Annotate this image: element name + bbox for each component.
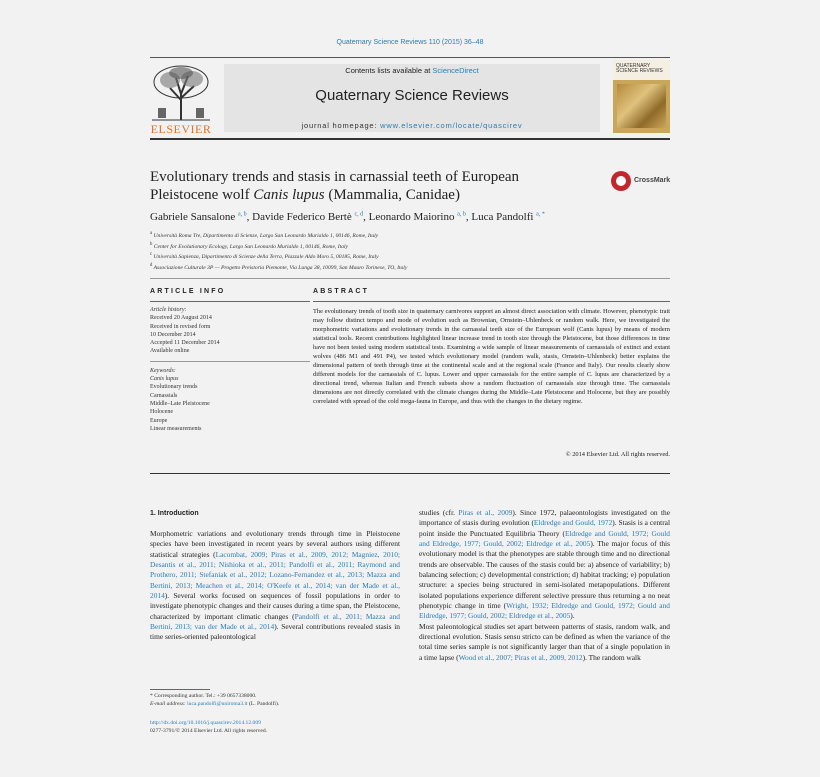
title-line-2-post: (Mammalia, Canidae): [324, 187, 460, 203]
cover-image: [617, 84, 666, 128]
article-info-rule: [150, 301, 310, 302]
affiliation-item: $^b$ Center for Evolutionary Ecology, Largo San Leonardo Murialdo 1, 00146, Rome, Italy: [150, 241, 348, 250]
body-text: Morphometric variations and evolutionary trends through time in Pleistocene species have been investigated in recent years by several authors using different statistical strategies (: [150, 529, 400, 559]
abstract-rule: [313, 301, 670, 302]
history-item: Available online: [150, 348, 190, 355]
intro-right-column: [419, 508, 670, 663]
journal-homepage-line: [224, 121, 600, 130]
history-label: Article history:: [150, 307, 187, 313]
email-label: E-mail address:: [150, 701, 188, 707]
title-line-2-pre: Pleistocene wolf: [150, 187, 254, 203]
citation-link[interactable]: Eldredge and Gould, 1972: [533, 518, 613, 528]
body-text: ). Several works focused on sequences of fossil populations in order to investigate phenotypic changes and their causes during a time span, the Pleistocene, characterized by important climatic changes (: [150, 591, 400, 621]
affiliations: [150, 230, 670, 273]
corresponding-author: * Corresponding author. Tel.: +39 0657338000.: [150, 693, 257, 699]
citation-link[interactable]: Eldredge and Gould, 1972; Gould and Eldredge, 1977; Gould, 2002; Eldredge et al., 2005: [419, 528, 670, 549]
intro-left-column: [150, 529, 400, 643]
paragraph: [419, 508, 670, 622]
homepage-prefix: journal homepage:: [301, 121, 381, 130]
author-name[interactable]: Leonardo Maiorino: [368, 211, 455, 223]
email-line: [150, 700, 400, 708]
article-info-heading: ARTICLE INFO: [150, 288, 226, 295]
keywords-rule: [150, 361, 310, 362]
body-text: ). Several contributions revealed stasis in time series-oriented paleontological: [150, 622, 400, 642]
doi-block: [150, 719, 410, 735]
homepage-link[interactable]: www.elsevier.com/locate/quascirev: [380, 121, 523, 130]
email-suffix: (L. Pandolfi).: [247, 701, 280, 707]
body-text: ). Since 1972, palaeontologists investigated on the importance of stasis during evolution (: [419, 508, 670, 528]
author-list: Gabriele Sansalone $^{a, b}$, Davide Federico Bertè $^{c, d}$, Leonardo Maiorino $^{a, b}$, Luca Pandolfi $^{a, *}$: [150, 211, 545, 223]
keyword: Carnassials: [150, 392, 178, 399]
author-name[interactable]: Luca Pandolfi: [471, 211, 534, 223]
sciencedirect-link[interactable]: ScienceDirect: [432, 66, 479, 75]
abstract-copyright: © 2014 Elsevier Ltd. All rights reserved.: [565, 451, 670, 458]
citation-link[interactable]: Wright, 1932; Eldredge and Gould, 1972; Gould and Eldredge, 1977; Gould, 2002; Eldredge et al., 2005: [419, 601, 670, 621]
author-affil-sup[interactable]: a, b: [457, 211, 466, 218]
body-text: ). The major focus of this evolutionary model is that the phenotypes are stable through time and no directional trends are observable. The causes of the stasis could be: a) absence of variability; b) balancing selection; c) developmental constriction; d) habitat tracking; e) population structure: a species being structured in semi-isolated metapopulations. Different isolated populations experience different selective pressure thus returning a no neat phenotypic change in time (: [419, 539, 670, 611]
section-heading-introduction: 1. Introduction: [150, 510, 199, 517]
article-title: [150, 168, 590, 204]
doi-link[interactable]: http://dx.doi.org/10.1016/j.quascirev.2014.12.009: [150, 720, 261, 726]
history-item: 10 December 2014: [150, 331, 196, 338]
crossmark-label: CrossMark: [634, 177, 671, 184]
keyword: Middle–Late Pleistocene: [150, 400, 210, 407]
body-text: studies (cfr.: [419, 508, 459, 517]
author-affil-sup[interactable]: a, *: [536, 211, 545, 218]
journal-title: Quaternary Science Reviews: [315, 87, 509, 104]
body-text: ). The random walk: [582, 652, 641, 662]
history-item: Received 20 August 2014: [150, 315, 212, 322]
author-name[interactable]: Davide Federico Bertè: [252, 211, 352, 223]
contents-line: [224, 66, 600, 75]
body-text: ).: [570, 611, 575, 621]
keyword: Holocene: [150, 409, 173, 416]
citation-link[interactable]: Piras et al., 2009: [458, 508, 513, 517]
divider: [150, 278, 670, 279]
abstract-heading: ABSTRACT: [313, 288, 370, 295]
citation-link[interactable]: Lacombat, 2009; Piras et al., 2009, 2012; Magniez, 2010; Desantis et al., 2011; Nishioka et al., 2011; Pandolfi et al., 2011; Raymond and Prothero, 2011; Stefaniak et al., 2012; Lozano-Fernandez et al., 2013; Mazza and Bertini, 2013; Meachen et al., 2014; O'Keefe et al., 2014; van der Made et al., 2014: [150, 549, 400, 601]
affiliation-item: $^c$ Università Sapienza, Dipartimento di Scienze della Terra, Piazzale Aldo Moro 5, 00185, Rome, Italy: [150, 252, 379, 261]
citation-link[interactable]: Pandolfi et al., 2011; Mazza and Bertini, 2013; van der Made et al., 2014: [150, 611, 400, 632]
footnote: [150, 692, 400, 708]
cover-title: QUATERNARY SCIENCE REVIEWS: [616, 63, 663, 74]
elsevier-wordmark: ELSEVIER: [150, 122, 212, 136]
contents-prefix: Contents lists available at: [345, 66, 433, 75]
history-item: Received in revised form: [150, 323, 211, 330]
keyword: Europe: [150, 417, 168, 424]
citation-link[interactable]: Wood et al., 2007; Piras et al., 2009, 2012: [458, 652, 583, 662]
crossmark-icon: [611, 171, 631, 191]
author-name[interactable]: Gabriele Sansalone: [150, 211, 236, 223]
divider: [150, 473, 670, 474]
body-text: Most paleontological studies set apart between patterns of stasis, random walk, and directional evolution. Stasis sensu stricto can be defined as when the variance of the total time series sample is not significantly larger than that of a single population in a time lapse (: [419, 621, 670, 662]
title-species: Canis lupus: [253, 187, 325, 203]
journal-reference[interactable]: Quaternary Science Reviews 110 (2015) 36–48: [336, 39, 484, 46]
keywords-label: Keywords:: [150, 367, 176, 374]
email-link[interactable]: luca.pandolfi@uniroma3.it: [187, 701, 248, 707]
article-info: [150, 306, 310, 433]
history-item: Accepted 11 December 2014: [150, 340, 220, 347]
author-affil-sup[interactable]: a, b: [237, 211, 247, 218]
paragraph: [419, 622, 670, 663]
author-affil-sup[interactable]: c, d: [354, 211, 364, 218]
header-rule-top: [150, 57, 670, 58]
footnote-rule: [150, 689, 210, 690]
affiliation-item: $^a$ Università Roma Tre, Dipartimento di Scienze, Largo San Leonardo Murialdo 1, 00146, Rome, Italy: [150, 231, 379, 239]
keyword: Evolutionary trends: [150, 384, 198, 391]
crossmark-badge[interactable]: [611, 171, 673, 193]
body-text: ). Stasis is a central point inside the Punctuated Equilibria Theory (: [419, 518, 671, 538]
keyword: Canis lupus: [150, 376, 179, 383]
header-rule-bottom: [150, 138, 670, 140]
abstract-body: The evolutionary trends of tooth size in quaternary carnivores support an almost direct association with climate. However, phenotypic trait may follow distinct tempo and mode of evolution such as Brownian, Ornstein–Uhlenbeck or random walk. Here, we investigated the morphometric variations and evolutionary trends in the carnassial teeth size of the European wolf (Canis lupus) by means of modern statistical tools. Recent contributions highlighted linear increase trend in tooth size through the Pleistocene, but those differences in time have not been tested using modern statistical tests. Examining a wide sample of linear measurements of carnassials of extinct and extant wolves (486 M1 and 491 P4), we tested which evolutionary model (random walk, stasis, Ornstein–Uhlenbeck) better explains the dimensional pattern of teeth through time at the continental scale and at the regional scale (France and Italy). Our results clearly show different models for the carnassials of C. lupus. Lower and upper carnassials for the entire sample of C. lupus are characterized by a directional trend, whereas Italian and French subsets show a random fluctuation of carnassials size through time. The carnassials dimensions are not directly correlated with the climate changes during the Middle–Late Pleistocene and Holocene, but they are possibly correlated with spread of the cold mega-fauna in Europe, and thus with the changes in the dietary regime.: [313, 308, 670, 406]
journal-cover-thumbnail[interactable]: [613, 60, 670, 133]
issn-copyright: 0277-3791/© 2014 Elsevier Ltd. All rights reserved.: [150, 728, 268, 734]
keyword: Linear measurements: [150, 425, 202, 432]
affiliation-item: $^d$ Associazione Culturale 3P — Progetto Preistoria Piemonte, Via Lunga 38, 10099, San Mauro Torinese, TO, Italy: [150, 262, 408, 271]
title-line-1: Evolutionary trends and stasis in carnassial teeth of European: [150, 169, 520, 185]
